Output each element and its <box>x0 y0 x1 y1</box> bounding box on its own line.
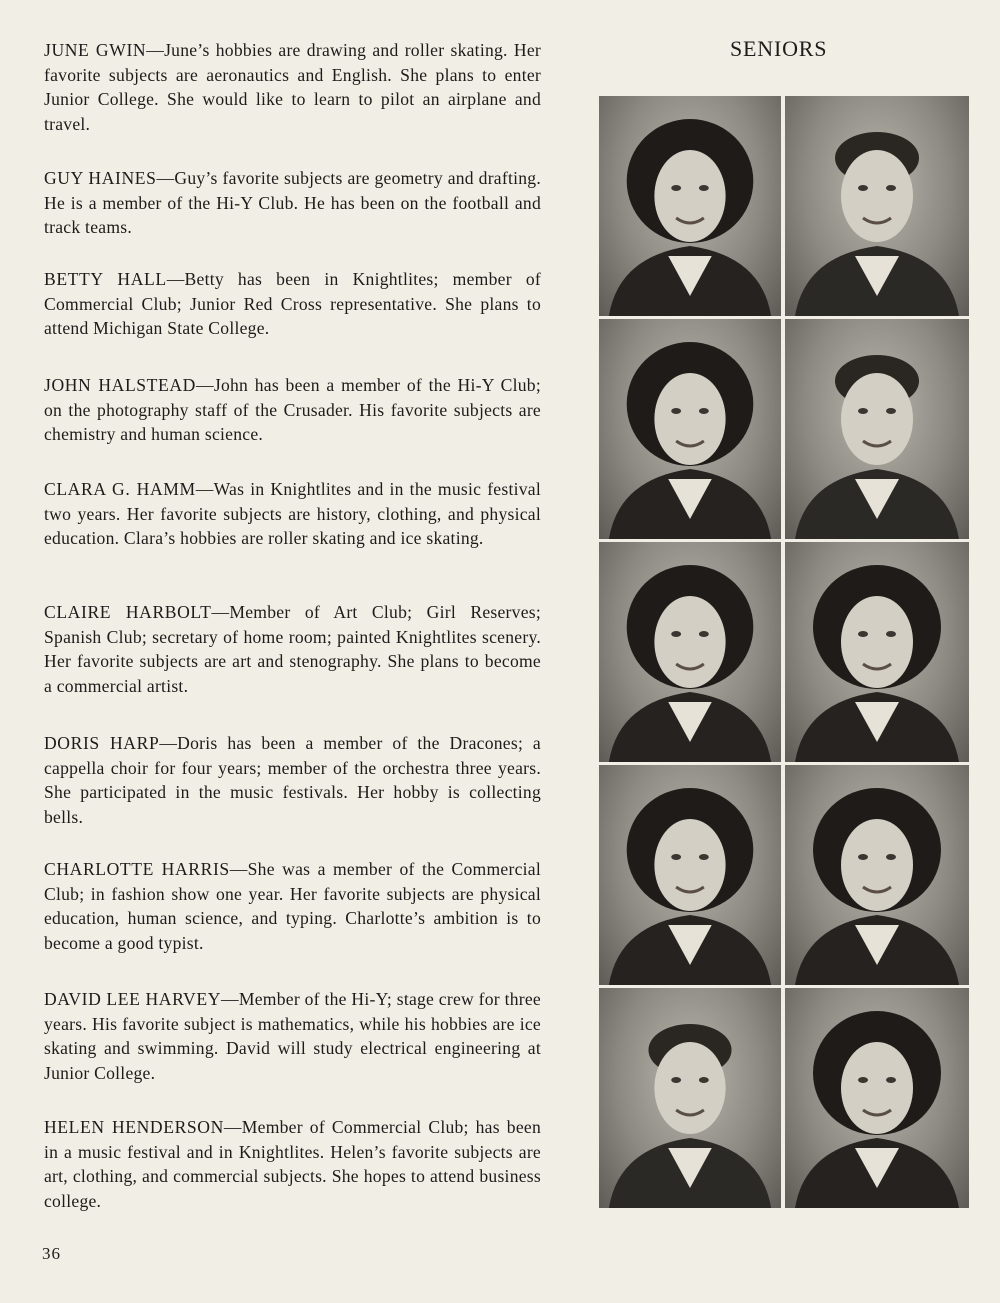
portrait-photo <box>599 988 781 1208</box>
portrait-photo <box>785 765 969 985</box>
senior-description: —Member of Art Club; Girl Reserves; Spanish Club; secretary of home room; painted Knightlites scenery. Her favorite subjects are art and stenography. She plans to become a commercial artist. <box>44 602 542 696</box>
senior-entry <box>44 1115 541 1213</box>
senior-entry <box>44 166 541 240</box>
senior-entry <box>44 373 541 447</box>
senior-name: HELEN HENDERSON <box>44 1117 224 1137</box>
portrait-photo <box>785 988 969 1208</box>
page-heading: SENIORS <box>730 36 828 61</box>
senior-name: DORIS HARP <box>44 733 160 753</box>
portrait-photo <box>599 96 781 316</box>
senior-entry <box>44 600 541 698</box>
portrait-photo <box>599 319 781 539</box>
senior-name: CLAIRE HARBOLT <box>44 602 212 622</box>
senior-description: —Betty has been in Knightlites; member of Commercial Club; Junior Red Cross representative. She plans to attend Michigan State College. <box>44 269 541 339</box>
portrait-photo <box>785 96 969 316</box>
senior-name: GUY HAINES <box>44 168 157 188</box>
senior-entry <box>44 38 541 136</box>
senior-name: CLARA G. HAMM <box>44 479 196 499</box>
senior-description: —Member of Commercial Club; has been in a music festival and in Knightlites. Helen’s favorite subjects are art, clothing, and commercial subjects. She hopes to attend business college. <box>44 1117 542 1211</box>
senior-description: —June’s hobbies are drawing and roller skating. Her favorite subjects are aeronautics and English. She plans to enter Junior College. She would like to learn to pilot an airplane and travel. <box>44 40 541 134</box>
senior-name: BETTY HALL <box>44 269 167 289</box>
senior-description: —John has been a member of the Hi-Y Club; on the photography staff of the Crusader. His favorite subjects are chemistry and human science. <box>44 375 541 445</box>
senior-description: —Was in Knightlites and in the music festival two years. Her favorite subjects are history, clothing, and physical education. Clara’s hobbies are roller skating and ice skating. <box>44 479 541 549</box>
senior-entry <box>44 987 541 1085</box>
portrait-photo <box>785 542 969 762</box>
senior-entry <box>44 267 541 341</box>
senior-name: JUNE GWIN <box>44 40 147 60</box>
senior-name: CHARLOTTE HARRIS <box>44 859 230 879</box>
portrait-photo <box>599 765 781 985</box>
portrait-photo <box>785 319 969 539</box>
senior-name: JOHN HALSTEAD <box>44 375 196 395</box>
portrait-grid <box>599 96 969 1208</box>
page-number: 36 <box>42 1244 61 1263</box>
senior-entry <box>44 857 541 955</box>
senior-description: —Member of the Hi-Y; stage crew for three years. His favorite subject is mathematics, while his hobbies are ice skating and swimming. David will study electrical engineering at Junior College. <box>44 989 541 1083</box>
portrait-photo <box>599 542 781 762</box>
senior-description: —Doris has been a member of the Dracones; a cappella choir for four years; member of the orchestra three years. She participated in the music festivals. Her hobby is collecting bells. <box>44 733 541 827</box>
senior-entry <box>44 477 541 551</box>
senior-description: —Guy’s favorite subjects are geometry and drafting. He is a member of the Hi-Y Club. He has been on the football and track teams. <box>44 168 541 238</box>
senior-description: —She was a member of the Commercial Club; in fashion show one year. Her favorite subjects are physical education, human science, and typing. Charlotte’s ambition is to become a good typist. <box>44 859 541 953</box>
senior-entry <box>44 731 541 829</box>
senior-name: DAVID LEE HARVEY <box>44 989 221 1009</box>
